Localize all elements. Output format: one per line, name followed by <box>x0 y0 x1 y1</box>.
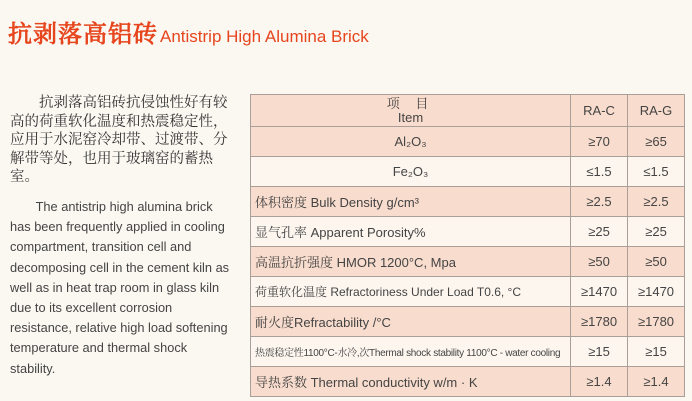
row-value-ra-g: ≥15 <box>628 337 685 367</box>
row-label: Al₂O₃ <box>251 127 571 157</box>
header-ra-g: RA-G <box>628 95 685 127</box>
row-label: 高温抗折强度 HMOR 1200°C, Mpa <box>251 247 571 277</box>
row-label: 荷重软化温度 Refractoriness Under Load T0.6, °C <box>251 277 571 307</box>
row-value-ra-c: ≥2.5 <box>571 187 628 217</box>
table-row <box>251 307 685 337</box>
row-label: 显气孔率 Apparent Porosity% <box>251 217 571 247</box>
table-row <box>251 277 685 307</box>
header-item <box>251 95 571 127</box>
description-zh: 抗剥落高铝砖抗侵蚀性好有较高的荷重软化温度和热震稳定性，应用于水泥窑冷却带、过渡带、分解带等处，也用于玻璃窑的蓄热室。 <box>10 95 228 186</box>
row-value-ra-c: ≥1.4 <box>571 367 628 397</box>
page-title <box>8 14 369 49</box>
header-ra-c: RA-C <box>571 95 628 127</box>
table-row <box>251 127 685 157</box>
description-en: The antistrip high alumina brick has been frequently applied in cooling compartment, transition cell and decomposing cell in the cement kiln as well as in heat trap room in glass kiln due to its excellent corrosion resistance, relative high load softening temperature and thermal shock stability. <box>10 199 230 376</box>
title-en: Antistrip High Alumina Brick <box>160 27 369 46</box>
row-value-ra-g: ≤1.5 <box>628 157 685 187</box>
row-value-ra-c: ≥15 <box>571 337 628 367</box>
row-value-ra-c: ≥1780 <box>571 307 628 337</box>
row-value-ra-c: ≥1470 <box>571 277 628 307</box>
row-value-ra-c: ≥50 <box>571 247 628 277</box>
header-item-en: Item <box>397 109 424 125</box>
row-value-ra-g: ≥50 <box>628 247 685 277</box>
row-value-ra-g: ≥1.4 <box>628 367 685 397</box>
row-label: Fe₂O₃ <box>251 157 571 187</box>
row-value-ra-c: ≥25 <box>571 217 628 247</box>
row-label: 体积密度 Bulk Density g/cm³ <box>251 187 571 217</box>
row-value-ra-g: ≥65 <box>628 127 685 157</box>
properties-table <box>250 94 685 397</box>
table-row <box>251 217 685 247</box>
table-row <box>251 337 685 367</box>
row-value-ra-g: ≥25 <box>628 217 685 247</box>
row-value-ra-c: ≤1.5 <box>571 157 628 187</box>
header-item-zh: 项 目 <box>386 95 435 111</box>
table-row <box>251 187 685 217</box>
table-row <box>251 157 685 187</box>
table-row <box>251 247 685 277</box>
table-header-row <box>251 95 685 127</box>
row-label: 导热系数 Thermal conductivity w/m · K <box>251 367 571 397</box>
row-value-ra-g: ≥2.5 <box>628 187 685 217</box>
title-zh: 抗剥落高铝砖 <box>8 20 158 48</box>
row-label: 热震稳定性1100°C-水冷,次Thermal shock stability 1100°C - water cooling <box>251 337 571 367</box>
row-value-ra-c: ≥70 <box>571 127 628 157</box>
table-row <box>251 367 685 397</box>
row-label: 耐火度Refractability /°C <box>251 307 571 337</box>
row-value-ra-g: ≥1470 <box>628 277 685 307</box>
row-value-ra-g: ≥1780 <box>628 307 685 337</box>
